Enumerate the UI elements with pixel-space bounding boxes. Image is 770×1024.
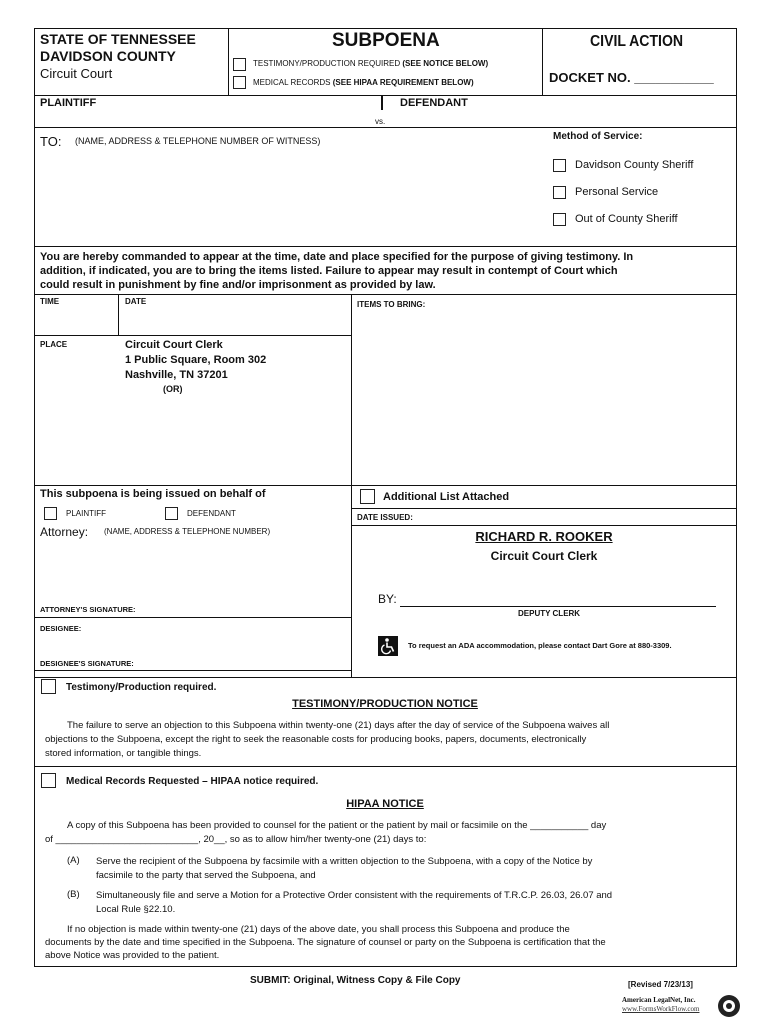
attorney-note: (NAME, ADDRESS & TELEPHONE NUMBER): [104, 527, 271, 536]
plaintiff-label: PLAINTIFF: [40, 97, 97, 109]
testimony-option-label: TESTIMONY/PRODUCTION REQUIRED (SEE NOTICE BELOW): [253, 59, 489, 68]
hipaa-item-a-label: (A): [67, 855, 80, 866]
service-option-out-of-county: Out of County Sheriff: [575, 213, 678, 225]
designee-signature-label: DESIGNEE'S SIGNATURE:: [40, 659, 134, 668]
additional-list-label: Additional List Attached: [383, 491, 510, 503]
time-label: TIME: [40, 297, 60, 306]
hipaa-notice-text: A copy of this Subpoena has been provided to counsel for the patient or the patient by mail or facsimile on the ___________ day of ___________________________, 20__, so as to allow him/her twenty-one (21) days to:: [45, 820, 607, 845]
versus-label: vs.: [375, 117, 386, 126]
hipaa-closing-text: If no objection is made within twenty-one (21) days of the above date, you shall process this Subpoena and produce the documents by the date and time specified in the Subpoena. The signature of counsel or party on the Subpoena is certification that the above Notice was provided to the patient.: [45, 924, 606, 961]
service-checkbox-sheriff[interactable]: [553, 159, 566, 172]
witness-note: (NAME, ADDRESS & TELEPHONE NUMBER OF WITNESS): [75, 136, 321, 146]
county-name: DAVIDSON COUNTY: [40, 48, 176, 64]
service-option-personal: Personal Service: [575, 186, 659, 198]
vendor-name: American LegalNet, Inc.: [622, 996, 696, 1004]
deputy-clerk-label: DEPUTY CLERK: [518, 609, 581, 618]
court-name: Circuit Court: [40, 66, 113, 81]
method-of-service-title: Method of Service:: [553, 131, 643, 142]
behalf-plaintiff-checkbox[interactable]: [44, 507, 57, 520]
medical-option-checkbox[interactable]: [233, 76, 246, 89]
state-name: STATE OF TENNESSEE: [40, 31, 196, 47]
place-label: PLACE: [40, 340, 68, 349]
command-text: You are hereby commanded to appear at the time, date and place specified for the purpose of giving testimony. In addition, if indicated, you are to bring the items listed. Failure to appear may result in contempt of Court which could result in punishment by fine and/or imprisonment as provided by law.: [40, 251, 634, 291]
vendor-seal-icon: [718, 995, 740, 1017]
hipaa-notice-heading: HIPAA NOTICE: [346, 798, 424, 810]
service-checkbox-personal[interactable]: [553, 186, 566, 199]
wheelchair-icon: [378, 636, 398, 656]
deputy-signature-line[interactable]: [400, 606, 716, 607]
service-checkbox-out-of-county[interactable]: [553, 213, 566, 226]
hipaa-item-b-text: Simultaneously file and serve a Motion for a Protective Order consistent with the requirements of T.R.C.P. 26.03, 26.07 and Local Rule §22.10.: [96, 890, 613, 915]
or-label: (OR): [163, 384, 183, 394]
by-label: BY:: [378, 592, 397, 606]
behalf-title: This subpoena is being issued on behalf of: [40, 488, 266, 500]
form-title: SUBPOENA: [332, 30, 440, 51]
medical-records-checkbox[interactable]: [41, 773, 56, 788]
attorney-signature-label: ATTORNEY'S SIGNATURE:: [40, 605, 136, 614]
testimony-option-checkbox[interactable]: [233, 58, 246, 71]
vendor-url[interactable]: www.FormsWorkFlow.com: [622, 1005, 700, 1013]
revised-date: [Revised 7/23/13]: [628, 980, 693, 989]
date-issued-label: DATE ISSUED:: [357, 513, 413, 522]
medical-option-label: MEDICAL RECORDS (SEE HIPAA REQUIREMENT BELOW): [253, 78, 474, 87]
designee-label: DESIGNEE:: [40, 624, 82, 633]
submit-instructions: SUBMIT: Original, Witness Copy & File Copy: [250, 975, 461, 986]
hipaa-item-a-text: Serve the recipient of the Subpoena by facsimile with a written objection to the Subpoena, with a copy of the Notice by facsimile to the party that served the Subpoena, and: [96, 856, 593, 881]
defendant-label: DEFENDANT: [400, 97, 468, 109]
testimony-required-checkbox[interactable]: [41, 679, 56, 694]
behalf-defendant-checkbox[interactable]: [165, 507, 178, 520]
medical-records-label: Medical Records Requested – HIPAA notice required.: [66, 776, 319, 787]
docket-number-field[interactable]: DOCKET NO. ___________: [549, 70, 714, 85]
testimony-notice-heading: TESTIMONY/PRODUCTION NOTICE: [292, 698, 478, 710]
date-label: DATE: [125, 297, 147, 306]
clerk-title: Circuit Court Clerk: [490, 549, 598, 563]
place-address: Circuit Court Clerk 1 Public Square, Room 302 Nashville, TN 37201: [125, 339, 267, 381]
to-label: TO:: [40, 134, 62, 149]
attorney-label: Attorney:: [40, 525, 89, 539]
vendor-logo: [622, 994, 742, 1020]
clerk-name: RICHARD R. ROOKER: [475, 529, 613, 544]
behalf-plaintiff-label: PLAINTIFF: [66, 509, 107, 518]
items-to-bring-label: ITEMS TO BRING:: [357, 300, 426, 309]
behalf-defendant-label: DEFENDANT: [187, 509, 236, 518]
service-option-sheriff: Davidson County Sheriff: [575, 159, 694, 171]
ada-notice: To request an ADA accommodation, please contact Dart Gore at 880-3309.: [408, 641, 672, 650]
civil-action-label: CIVIL ACTION: [590, 33, 684, 50]
testimony-notice-text: The failure to serve an objection to this Subpoena within twenty-one (21) days after the day of service of the Subpoena waives all objections to the Subpoena, except the right to seek the reasonable costs for producing books, papers, documents, electronically stored information, or tangible things.: [45, 720, 610, 759]
testimony-required-label: Testimony/Production required.: [66, 682, 217, 693]
hipaa-item-b-label: (B): [67, 889, 80, 900]
additional-list-checkbox[interactable]: [360, 489, 375, 504]
